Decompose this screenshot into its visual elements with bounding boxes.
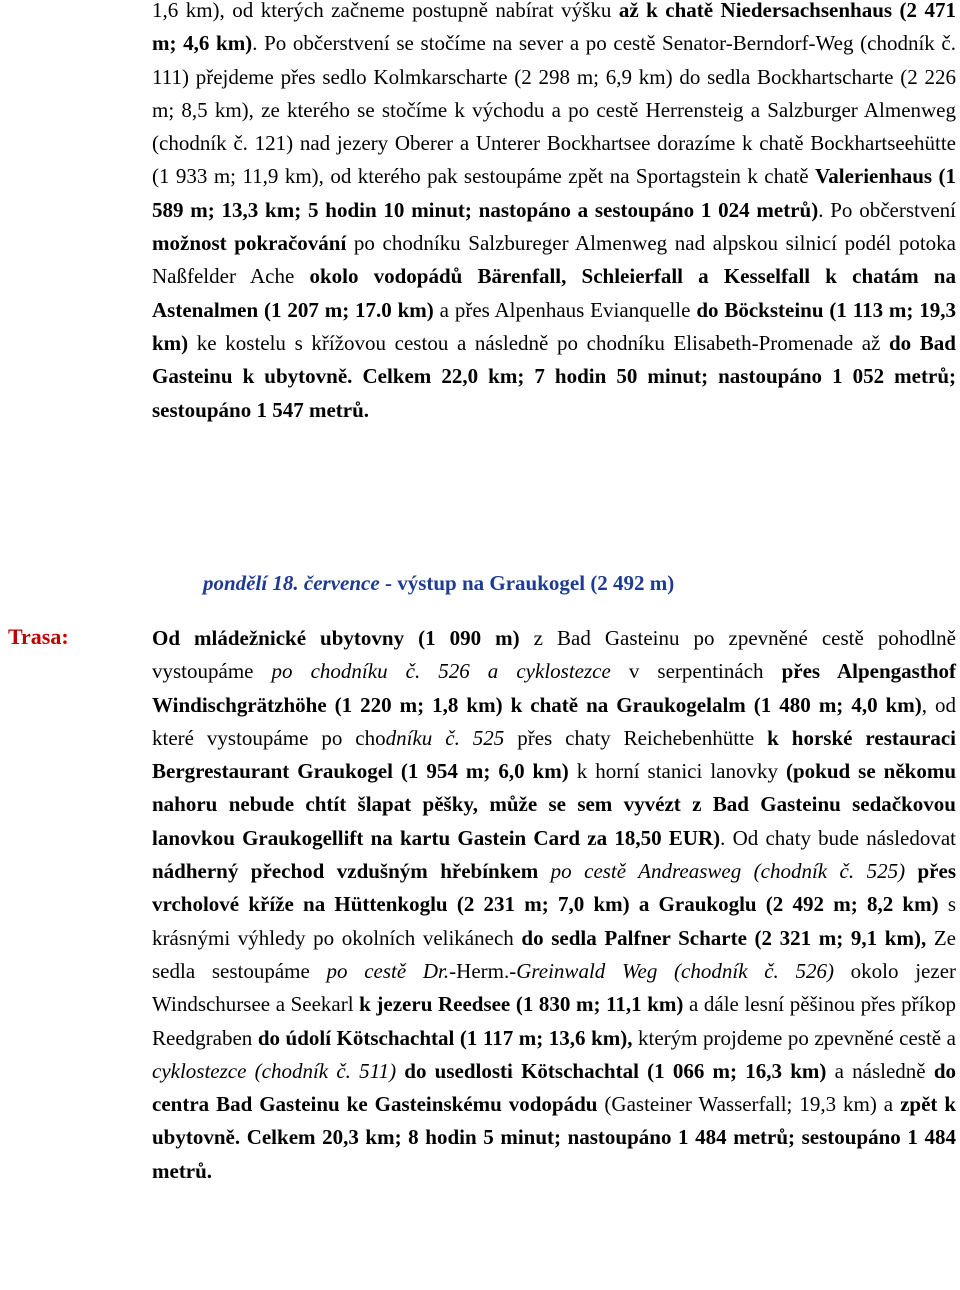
- day-heading: [203, 571, 674, 596]
- route-description-paragraph: [152, 622, 956, 1188]
- route-label: Trasa:: [8, 624, 69, 649]
- text-run: k jezeru Reedsee (1 830 m; 11,1 km): [359, 992, 684, 1017]
- text-run: do Böcksteinu (1 113 m; 19,3 km): [152, 297, 957, 355]
- text-run: k horské restauraci Bergrestaurant Graukogel (1 954 m; 6,0 km): [152, 725, 957, 784]
- text-run: k horní stanici lanovky: [568, 759, 786, 784]
- text-run: a přes Alpenhaus Evianquelle: [433, 297, 697, 322]
- text-run: , od které vystoupáme po cho: [152, 692, 957, 750]
- text-run: Greinwald Weg (chodník č. 526): [516, 958, 834, 983]
- text-run: Ze sedla sestoupáme: [152, 925, 956, 983]
- text-run: cyklostezce (chodník č. 511): [152, 1058, 397, 1083]
- day-title: - výstup na Graukogel (2 492 m): [379, 571, 675, 595]
- text-run: zpět k ubytovně. Celkem 20,3 km; 8 hodin 5 minut; nastoupáno 1 484 metrů; sestoupáno 1 484 metrů.: [152, 1092, 957, 1183]
- text-run: okolo vodopádů Bärenfall, Schleierfall a Kesselfall k chatám na Astenalmen (1 207 m; 17.0 km): [152, 264, 956, 322]
- text-run: dníku č. 525: [385, 725, 505, 750]
- text-run: po chodníku Salzbureger Almenweg nad alpskou silnicí podél potoka Naßfelder Ache: [152, 231, 956, 289]
- text-run: okolo jezer Windschursee a Seekarl: [152, 958, 957, 1017]
- day-date: pondělí 18. července: [203, 571, 380, 595]
- text-run: 1,6 km), od kterých začneme postupně nabírat výšku: [152, 0, 619, 22]
- text-run: a dále lesní pěšinou přes příkop Reedgraben: [152, 992, 956, 1050]
- text-run: . Po občerstvení: [818, 197, 956, 222]
- text-run: do údolí Kötschachtal (1 117 m; 13,6 km),: [257, 1025, 633, 1050]
- text-run: a následně: [826, 1058, 934, 1083]
- text-run: po cestě Andreasweg (chodník č. 525): [538, 859, 906, 884]
- text-run: v serpentinách: [610, 659, 782, 684]
- text-run: do usedlosti Kötschachtal (1 066 m; 16,3 km): [404, 1058, 827, 1083]
- text-run: . Po občerstvení se stočíme na sever a po cestě Senator-Berndorf-Weg (chodník č. 111) přejdeme přes sedlo Kolmkarscharte (2 298 m; 6,9 km) do sedla Bockhartscharte (2 226 m; 8,5 km), ze kterého se stočíme k východu a po cestě Herrensteig a Salzburger Almenweg (chodník č. 121) nad jezery Oberer a Unterer Bockhartsee dorazíme k chatě Bockhartseehütte (1 933 m; 11,9 km), od kterého pak sestoupáme zpět na Sportagstein k chatě: [152, 31, 957, 189]
- text-run: do Bad Gasteinu k ubytovně. Celkem 22,0 km; 7 hodin 50 minut; nastoupáno 1 052 metrů; sestoupáno 1 547 metrů.: [152, 330, 956, 422]
- text-run: ke kostelu s křížovou cestou a následně po chodníku Elisabeth-Promenade až: [188, 330, 889, 355]
- text-run: s krásnými výhledy po okolních velikánech: [152, 892, 956, 950]
- text-run: do sedla Palfner Scharte (2 321 m; 9,1 km),: [521, 925, 927, 950]
- text-run: Valerienhaus (1 589 m; 13,3 km; 5 hodin 10 minut; nastopáno a sestoupáno 1 024 metrů): [152, 164, 956, 222]
- text-run: přes Alpengasthof Windischgrätzhöhe (1 220 m; 1,8 km) k chatě na Graukogelalm (1 480 m; 4,0 km): [152, 659, 956, 717]
- text-run: přes chaty Reichebenhütte: [504, 725, 768, 750]
- text-run: do centra Bad Gasteinu ke Gasteinskému vodopádu: [152, 1058, 956, 1117]
- text-run: z Bad Gasteinu po zpevněné cestě pohodlně vystoupáme: [152, 626, 956, 684]
- text-run: po chodníku č. 526 a cyklostezce: [271, 659, 611, 684]
- text-run: (Gasteiner Wasserfall; 19,3 km) a: [597, 1092, 901, 1117]
- itinerary-paragraph-previous-day: [152, 0, 956, 427]
- text-run: -Herm.-: [449, 958, 517, 983]
- text-run: až k chatě Niedersachsenhaus (2 471 m; 4,6 km): [152, 0, 956, 56]
- text-run: Od mládežnické ubytovny (1 090 m): [152, 626, 520, 650]
- text-run: . Od chaty bude následovat: [720, 825, 956, 850]
- text-run: (pokud se někomu nahoru nebude chtít šlapat pěšky, může se sem vyvézt z Bad Gasteinu sedačkovou lanovkou Graukogellift na kartu Gastein Card za 18,50 EUR): [152, 759, 956, 850]
- text-run: po cestě Dr.: [326, 958, 450, 983]
- text-run: možnost pokračování: [152, 231, 347, 256]
- text-run: přes vrcholové kříže na Hüttenkoglu (2 231 m; 7,0 km) a Graukoglu (2 492 m; 8,2 km): [152, 859, 956, 917]
- text-run: kterým projdeme po zpevněné cestě a: [632, 1025, 956, 1050]
- text-run: nádherný přechod vzdušným hřebínkem: [152, 859, 539, 884]
